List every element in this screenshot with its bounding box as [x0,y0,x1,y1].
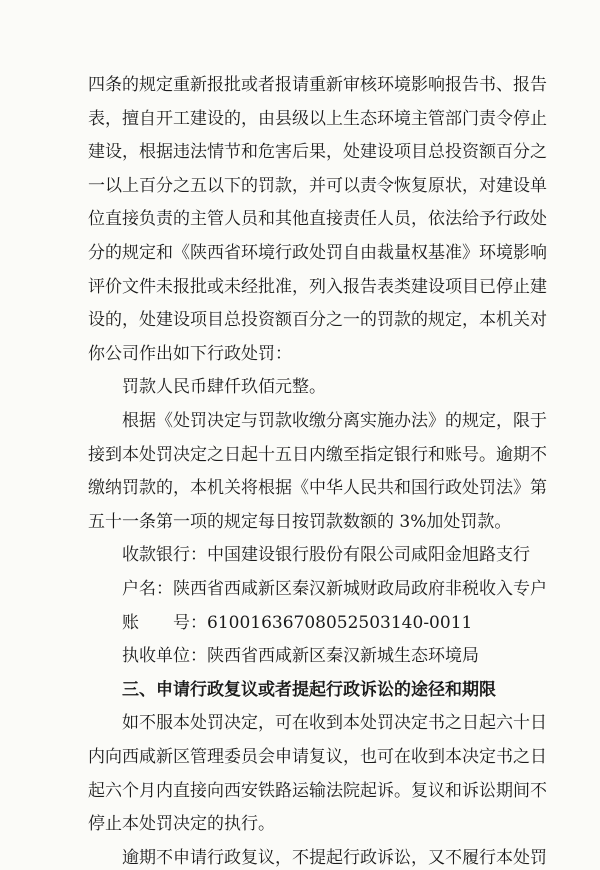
text-line: 缴纳罚款的，本机关将根据《中华人民共和国行政处罚法》第 [88,478,547,499]
account-number: 账 号：6100163670805250314​0-0011 [122,612,473,633]
text-line: 评价文件未报批或未经批准，列入报告表类建设项目已停止建 [88,276,547,297]
collecting-unit: 执收单位：陕西省西咸新区秦汉新城生态环境局 [122,646,479,667]
text-line: 分的规定和《陕西省环境行政处罚自由裁量权基准》环境影响 [88,243,547,263]
text-line: 逾期不申请行政复议，不提起行政诉讼，又不履行本处罚 [122,847,547,868]
text-line: 位直接负责的主管人员和其他直接责任人员，依法给予行政处 [88,209,547,230]
text-line: 根据《处罚决定与罚款收缴分离实施办法》的规定，限于 [122,411,547,431]
text-line: 停止本处罚决定的执行。 [88,814,275,835]
text-line: 起六个月内直接向西安铁路运输法院起诉。复议和诉讼期间不 [88,780,547,801]
text-line: 一以上百分之五以下的罚款，并可以责令恢复原状，对建设单 [88,175,547,196]
text-line: 内向西咸新区管理委员会申请复议，也可在收到本决定书之日 [88,747,547,767]
text-line: 设的，处建设项目总投资额百分之一的罚款的规定，本机关对 [88,310,547,331]
text-line: 接到本处罚决定之日起十五日内缴至指定银行和账号。逾期不 [88,444,547,465]
penalty-amount: 罚款人民币肆仟玖佰元整。 [122,377,326,398]
text-line: 建设，根据违法情节和危害后果，处建设项目总投资额百分之 [88,142,547,163]
text-line: 你公司作出如下行政处罚： [88,343,292,364]
section-heading: 三、申请行政复议或者提起行政诉讼的途径和期限 [122,679,496,700]
text-line: 五十一条第一项的规定每日按罚款数额的 3%加处罚款。 [88,511,512,532]
text-line: 如不服本处罚决定，可在收到本处罚决定书之日起六十日 [122,713,547,734]
payee-bank: 收款银行：中国建设银行股份有限公司咸阳金旭路支行 [122,545,530,566]
text-line: 表，擅自开工建设的，由县级以上生态环境主管部门责令停止 [88,108,547,129]
account-name: 户名：陕西省西咸新区秦汉新城财政局政府非税收入专户 [122,579,547,599]
text-line: 四条的规定重新报批或者报请重新审核环境影响报告书、报告 [88,75,547,95]
